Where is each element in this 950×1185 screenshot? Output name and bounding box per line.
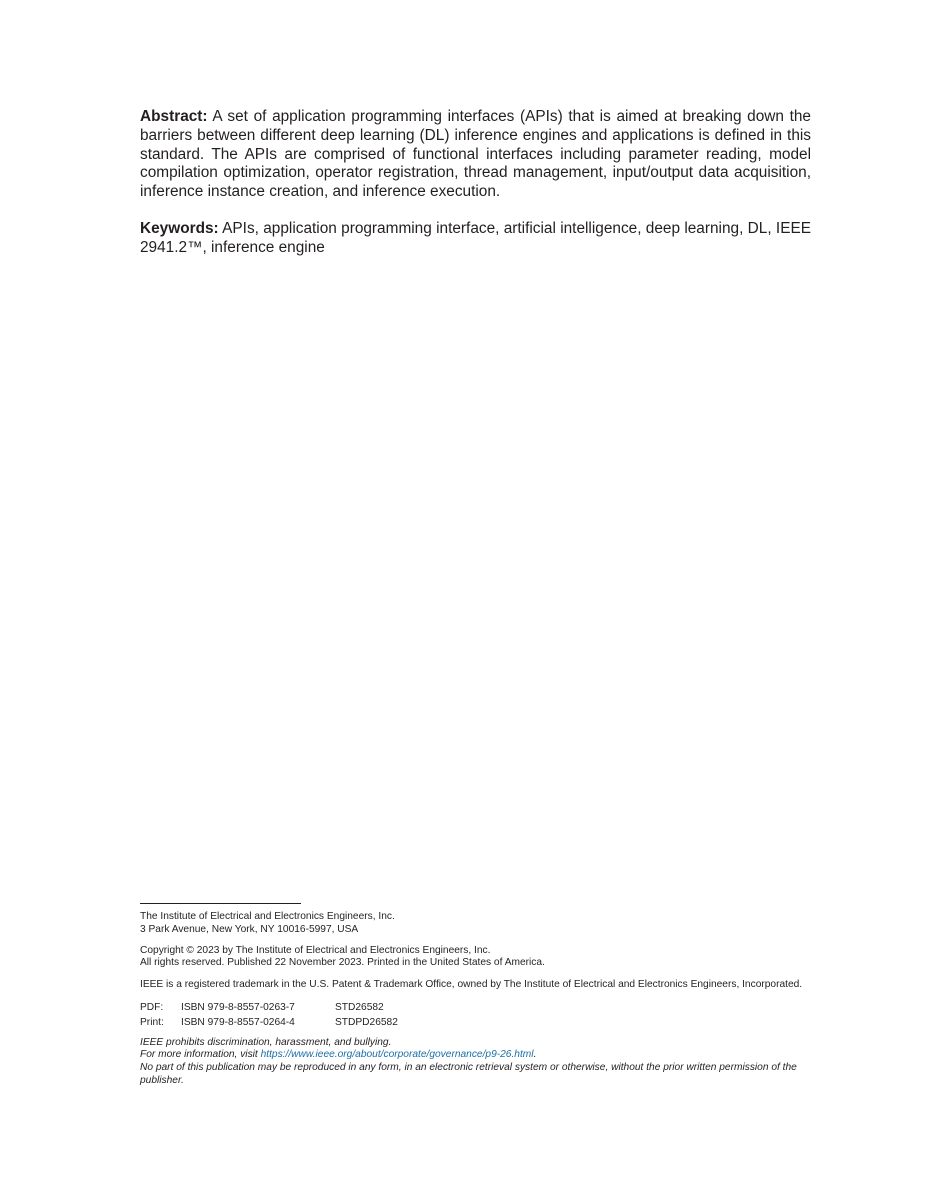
copyright-block (140, 945, 812, 970)
publisher-address: 3 Park Avenue, New York, NY 10016-5997, USA (140, 923, 359, 935)
keywords-label: Keywords: (140, 219, 219, 237)
abstract-label: Abstract: (140, 108, 208, 125)
isbn-row-pdf (140, 1000, 812, 1015)
abstract-text: A set of application programming interfaces (APIs) that is aimed at breaking down the barriers between different deep learning (DL) inference engines and applications is defined in this standard. The APIs are comprised of functional interfaces including parameter reading, model compilation optimization, operator registration, thread management, input/output data acquisition, inference instance creation, and inference execution. (140, 108, 811, 201)
isbn-number: ISBN 979-8-8557-0263-7 (181, 1001, 295, 1013)
info-line (140, 1049, 812, 1062)
governance-link[interactable]: https://www.ieee.org/about/corporate/governance/p9-26.html (260, 1049, 534, 1061)
publisher-block (140, 911, 812, 936)
isbn-format: Print: (140, 1016, 164, 1028)
trademark-notice: IEEE is a registered trademark in the U.S. Patent & Trademark Office, owned by The Institute of Electrical and Electronics Engineers, Incorporated. (140, 978, 803, 990)
reproduction-notice: No part of this publication may be reproduced in any form, in an electronic retrieval system or otherwise, without the prior written permission of the publisher. (140, 1061, 797, 1086)
info-suffix: . (533, 1049, 537, 1061)
policy-statement: IEEE prohibits discrimination, harassment, and bullying. (140, 1036, 392, 1048)
publisher-name: The Institute of Electrical and Electronics Engineers, Inc. (140, 911, 395, 922)
info-prefix: For more information, visit (140, 1049, 261, 1061)
isbn-table (140, 1000, 812, 1030)
isbn-format: PDF: (140, 1001, 164, 1013)
publication-footer (140, 911, 812, 1087)
keywords-paragraph (140, 220, 811, 258)
isbn-number: ISBN 979-8-8557-0264-4 (181, 1016, 295, 1028)
isbn-code: STDPD26582 (335, 1016, 398, 1028)
keywords-text: APIs, application programming interface, artificial intelligence, deep learning, DL, IEEE 2941.2™, inference engine (140, 219, 811, 256)
abstract-paragraph (140, 108, 811, 202)
isbn-code: STD26582 (335, 1001, 384, 1013)
copyright-line: Copyright © 2023 by The Institute of Electrical and Electronics Engineers, Inc. (140, 944, 491, 956)
rights-line: All rights reserved. Published 22 November 2023. Printed in the United States of America. (140, 957, 545, 969)
abstract-section (140, 108, 811, 258)
footer-divider (140, 903, 301, 904)
isbn-row-print (140, 1015, 812, 1030)
legal-notices (140, 1037, 812, 1087)
